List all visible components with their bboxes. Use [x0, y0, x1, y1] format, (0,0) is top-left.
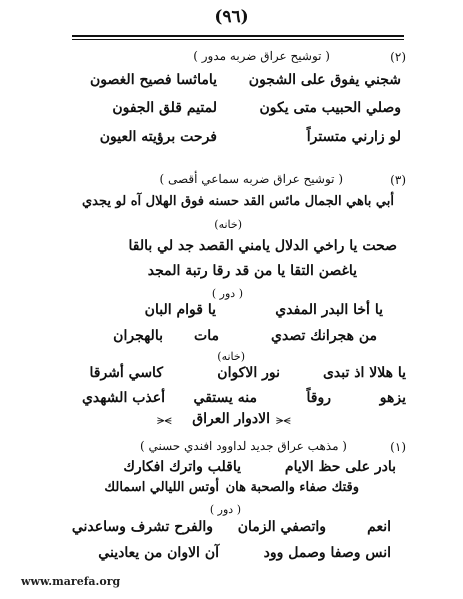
ornament-left: ⪫⪪ — [157, 413, 172, 428]
poem-1-line-3-a: انعم — [367, 519, 391, 535]
header-rule-thin — [72, 39, 404, 40]
poem-1-title: ( مذهب عراق جديد لداوود افندي حسني ) — [139, 439, 347, 453]
poem-3-line-7-c: منه يستقي — [193, 390, 257, 406]
poem-2-line-3-right: لو زارني متستراً — [306, 129, 401, 145]
poem-3-label-khana-2: (خانه) — [217, 350, 245, 363]
poem-3-title: ( توشيح عراق ضربه سماعي أقصى ) — [159, 172, 343, 186]
poem-3-line-5-middle: مات — [194, 328, 219, 344]
poem-1-line-1-left: ياقلب واترك افكارك — [123, 459, 241, 475]
ornament-right: ⪫⪪ — [276, 413, 291, 428]
page-number: (٩٦) — [214, 7, 249, 27]
poem-2-line-1-right: شجني يفوق على الشجون — [248, 72, 401, 88]
section-heading: الادوار العراق — [192, 411, 270, 427]
poem-1-number: (١) — [390, 440, 406, 454]
poem-3-line-7-b: روقاً — [306, 390, 331, 406]
poem-2-line-2-right: وصلي الحبيب متى يكون — [259, 100, 401, 116]
poem-3-line-7-a: يزهو — [379, 390, 406, 406]
poem-2-line-2-left: لمتيم قلق الجفون — [112, 100, 217, 116]
poem-1-line-1-right: بادر على حظ الايام — [284, 459, 396, 475]
header-rule-thick — [72, 35, 404, 37]
poem-1-line-2-left: أوتس الليالي اسمالك — [104, 480, 219, 495]
poem-3-line-5-right: من هجرانك تصدي — [271, 328, 377, 344]
poem-1-line-3-c: والفرح تشرف وساعدني — [71, 519, 213, 535]
poem-3-line-4-right: يا أخا البدر المفدي — [275, 302, 383, 318]
poem-1-line-3-b: واتصفي الزمان — [237, 519, 326, 535]
poem-2-title: ( توشيح عراق ضربه مدور ) — [193, 49, 330, 63]
poem-2-number: (٢) — [390, 50, 406, 64]
poem-3-line-7-d: أعذب الشهدي — [81, 390, 165, 406]
poem-1-label-dawr: ( دور ) — [209, 503, 241, 516]
footer-watermark: www.marefa.org — [21, 575, 121, 588]
poem-3-line-6-right: يا هلالا اذ تبدى — [322, 365, 406, 381]
poem-3-line-3: ياغصن التقا يا من قد رقا رتبة المجد — [147, 263, 357, 279]
poem-2-line-1-left: ياماثسا فصيح الغصون — [90, 72, 217, 88]
poem-3-line-6-left: كاسي أشرقا — [89, 365, 163, 381]
poem-1-line-4-right: انس وصفا وصمل وود — [263, 545, 391, 561]
poem-3-line-4-left: يا قوام البان — [144, 302, 216, 318]
poem-3-line-1: أبي باهي الجمال مائس القد حسنه فوق الهلال آه لو يجدي — [82, 194, 394, 209]
poem-3-line-2: صحت يا راخي الدلال يامني القصد جد لي بالقا — [128, 238, 397, 254]
poem-2-line-3-left: فرحت برؤيته العيون — [99, 129, 217, 145]
poem-3-label-dawr: ( دور ) — [211, 287, 243, 300]
poem-3-number: (٣) — [390, 173, 406, 187]
poem-3-line-6-middle: نور الاكوان — [217, 365, 280, 381]
poem-3-label-khana: (خانه) — [214, 218, 242, 231]
poem-1-line-4-left: آن الاوان من يعاديني — [98, 545, 219, 561]
poem-1-line-2-right: وقتك صفاء والصحبة هان — [225, 480, 359, 495]
poem-3-line-5-left: بالهجران — [113, 328, 163, 344]
